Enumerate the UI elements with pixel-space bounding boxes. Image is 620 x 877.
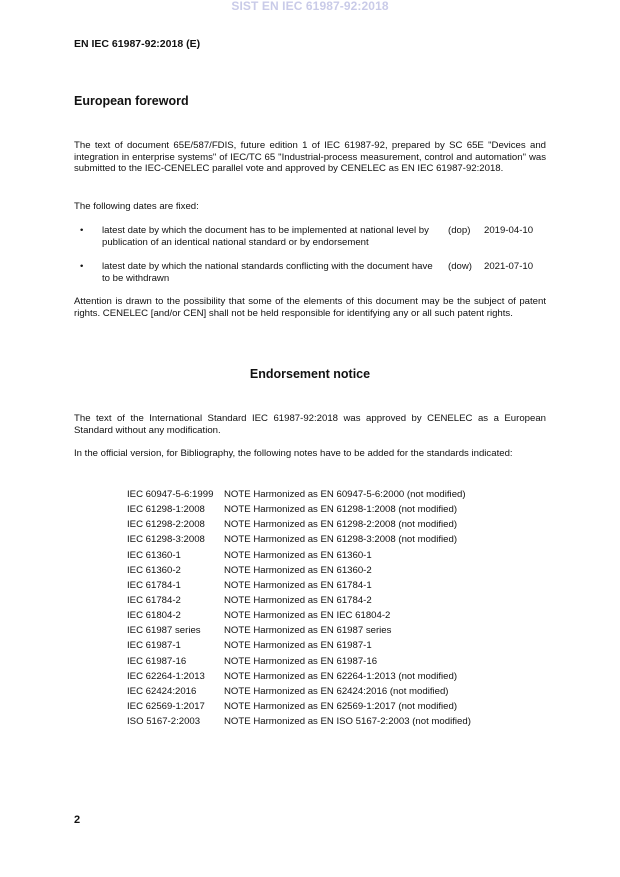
harmonized-note: NOTE Harmonized as EN 61987 series [224,625,392,637]
standard-ref: IEC 61784-1 [127,579,181,591]
harmonized-note: NOTE Harmonized as EN 61784-1 [224,579,372,591]
harmonized-note: NOTE Harmonized as EN 61987-1 [224,640,372,652]
standard-ref: IEC 61784-2 [127,594,181,606]
harmonized-note: NOTE Harmonized as EN 61298-3:2008 (not modified) [224,534,458,546]
standard-ref: IEC 62264-1:2013 [127,670,205,682]
page-number: 2 [74,814,81,826]
standard-ref: IEC 61987-1 [127,640,181,652]
harmonized-note: NOTE Harmonized as EN ISO 5167-2:2003 (not modified) [224,716,471,728]
harmonized-note: NOTE Harmonized as EN 62424:2016 (not modified) [224,685,449,697]
harmonized-note: NOTE Harmonized as EN 61298-1:2008 (not modified) [224,504,458,516]
date-value: 2019-04-10 [484,225,534,236]
standard-ref: IEC 61987-16 [127,655,187,667]
dates-intro: The following dates are fixed: [74,201,199,212]
harmonized-note: NOTE Harmonized as EN 61298-2:2008 (not modified) [224,519,458,531]
harmonized-note: NOTE Harmonized as EN 61360-2 [224,564,372,576]
bibliography-intro: In the official version, for Bibliography, the following notes have to be added for the standards indicated: [74,448,513,459]
standard-ref: IEC 61804-2 [127,610,181,622]
date-abbreviation: (dow) [448,261,472,272]
date-description: latest date by which the national standards conflicting with the document have to be withdrawn [102,261,433,284]
standard-ref: IEC 61298-1:2008 [127,504,205,516]
standard-ref: ISO 5167-2:2003 [127,716,201,728]
watermark: SIST EN IEC 61987-92:2018 [231,0,389,13]
foreword-intro-paragraph: The text of document 65E/587/FDIS, future edition 1 of IEC 61987-92, prepared by SC 65E "Devices and integration in enterprise systems" of IEC/TC 65 "Industrial-process measurement, control and automation" was submitted to the IEC-CENELEC parallel vote and approved by CENELEC as EN IEC 61987-92:2018. [74,140,546,174]
standard-ref: IEC 61298-3:2008 [127,534,205,546]
endorsement-paragraph: The text of the International Standard IEC 61987-92:2018 was approved by CENELEC as a European Standard without any modification. [74,413,546,436]
harmonized-note: NOTE Harmonized as EN 60947-5-6:2000 (not modified) [224,489,466,500]
harmonized-note: NOTE Harmonized as EN IEC 61804-2 [224,610,391,622]
date-abbreviation: (dop) [448,225,471,236]
foreword-title: European foreword [74,94,189,108]
document-id-header: EN IEC 61987-92:2018 (E) [74,38,201,50]
bullet: • [80,225,84,236]
harmonized-note: NOTE Harmonized as EN 62569-1:2017 (not modified) [224,700,458,712]
standard-ref: IEC 60947-5-6:1999 [127,489,214,500]
bullet: • [80,261,84,272]
date-description: latest date by which the document has to be implemented at national level by publication of an identical national standard or by endorsement [102,225,429,248]
endorsement-title: Endorsement notice [249,367,371,381]
standard-ref: IEC 62424:2016 [127,685,197,697]
patent-notice-paragraph: Attention is drawn to the possibility that some of the elements of this document may be the subject of patent rights. CENELEC [and/or CEN] shall not be held responsible for identifying any or all such patent rights. [74,296,546,319]
harmonized-note: NOTE Harmonized as EN 62264-1:2013 (not modified) [224,670,458,682]
standard-ref: IEC 61987 series [127,625,201,637]
harmonized-note: NOTE Harmonized as EN 61987-16 [224,655,378,667]
standard-ref: IEC 61298-2:2008 [127,519,205,531]
standard-ref: IEC 61360-2 [127,564,181,576]
standard-ref: IEC 61360-1 [127,549,181,561]
standard-ref: IEC 62569-1:2017 [127,700,205,712]
date-value: 2021-07-10 [484,261,534,272]
harmonized-note: NOTE Harmonized as EN 61784-2 [224,594,372,606]
harmonized-note: NOTE Harmonized as EN 61360-1 [224,549,372,561]
